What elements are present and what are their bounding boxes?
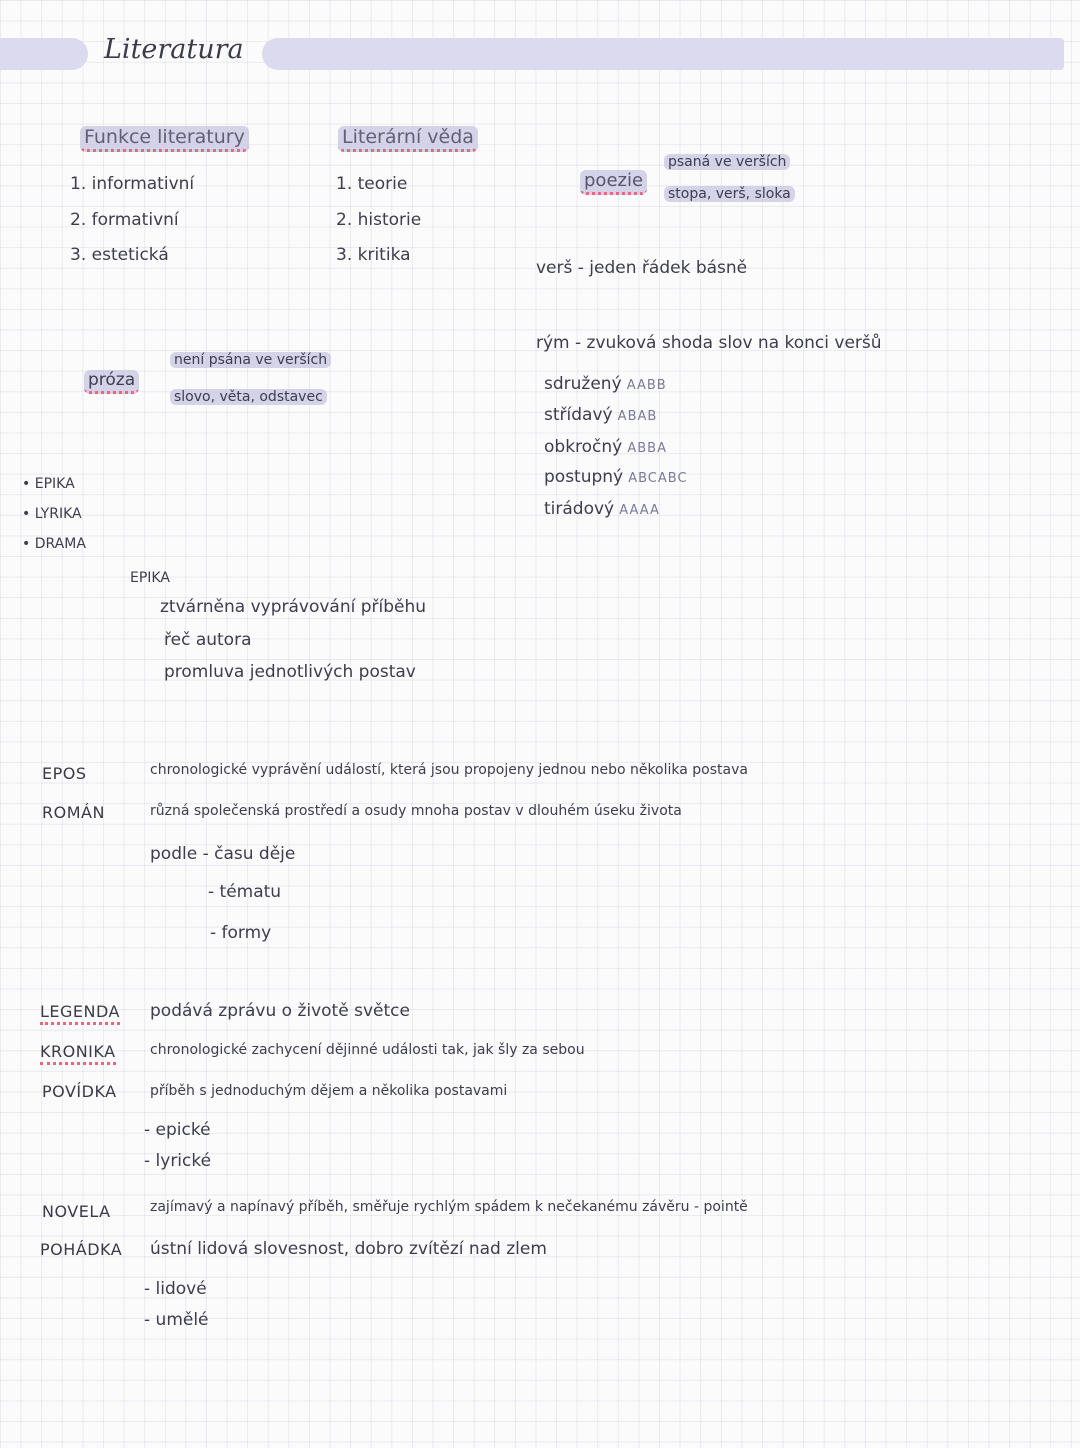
pohadka-text: ústní lidová slovesnost, dobro zvítězí nad zlem bbox=[150, 1239, 547, 1259]
funkce-item-3: 3. estetická bbox=[70, 245, 169, 265]
funkce-item-1: 1. informativní bbox=[70, 174, 195, 194]
poezie-label: poezie bbox=[580, 170, 647, 191]
povidka-sub-2: - lyrické bbox=[144, 1151, 212, 1171]
term-povidka: POVÍDKA bbox=[42, 1082, 117, 1101]
term-kronika: KRONIKA bbox=[40, 1042, 116, 1061]
epika-line-1: ztvárněna vyprávování příběhu bbox=[160, 597, 427, 617]
proza-line-2: slovo, věta, odstavec bbox=[170, 389, 327, 405]
rym-type: sdružený AABB bbox=[544, 374, 667, 394]
term-pohadka: POHÁDKA bbox=[40, 1240, 123, 1259]
poezie-line-2: stopa, verš, sloka bbox=[664, 186, 795, 202]
rym-type: obkročný ABBA bbox=[544, 437, 667, 457]
veda-item-1: 1. teorie bbox=[336, 174, 408, 194]
roman-podle: podle - času děje bbox=[150, 844, 296, 864]
pohadka-sub-1: - lidové bbox=[144, 1279, 207, 1299]
druh-item-drama: • DRAMA bbox=[22, 536, 86, 552]
rym-type: postupný ABCABC bbox=[544, 467, 688, 487]
druh-item-lyrika: • LYRIKA bbox=[22, 506, 82, 522]
rym-type: tirádový AAAA bbox=[544, 499, 660, 519]
roman-text: různá společenská prostředí a osudy mnoha postav v dlouhém úseku života bbox=[150, 803, 682, 819]
term-novela: NOVELA bbox=[42, 1202, 111, 1221]
funkce-heading: Funkce literatury bbox=[80, 126, 249, 148]
veda-item-2: 2. historie bbox=[336, 210, 422, 230]
epika-line-2: řeč autora bbox=[164, 630, 252, 650]
epika-heading: EPIKA bbox=[130, 570, 170, 586]
povidka-sub-1: - epické bbox=[144, 1120, 211, 1140]
novela-text: zajímavý a napínavý příběh, směřuje rychlým spádem k nečekanému závěru - pointě bbox=[150, 1199, 748, 1215]
term-legenda: LEGENDA bbox=[40, 1002, 120, 1021]
epika-line-3: promluva jednotlivých postav bbox=[164, 662, 416, 682]
veda-item-3: 3. kritika bbox=[336, 245, 411, 265]
povidka-text: příběh s jednoduchým dějem a několika postavami bbox=[150, 1083, 508, 1099]
epos-text: chronologické vyprávění událostí, která jsou propojeny jednou nebo několika postava bbox=[150, 762, 748, 778]
kronika-text: chronologické zachycení dějinné události tak, jak šly za sebou bbox=[150, 1042, 585, 1058]
roman-sub-1: - tématu bbox=[208, 882, 282, 902]
druh-item-epika: • EPIKA bbox=[22, 476, 75, 492]
rym-definition: rým - zvuková shoda slov na konci veršů bbox=[536, 333, 882, 353]
pohadka-sub-2: - umělé bbox=[144, 1310, 209, 1330]
title-band-right bbox=[262, 38, 1064, 70]
proza-line-1: není psána ve verších bbox=[170, 352, 331, 368]
term-epos: EPOS bbox=[42, 764, 87, 783]
term-roman: ROMÁN bbox=[42, 803, 105, 822]
rym-type: střídavý ABAB bbox=[544, 405, 658, 425]
veda-heading: Literární věda bbox=[338, 126, 478, 148]
poezie-line-1: psaná ve verších bbox=[664, 154, 790, 170]
vers-definition: verš - jeden řádek básně bbox=[536, 258, 748, 278]
funkce-item-2: 2. formativní bbox=[70, 210, 179, 230]
legenda-text: podává zprávu o životě světce bbox=[150, 1001, 410, 1021]
roman-sub-2: - formy bbox=[210, 923, 272, 943]
proza-label: próza bbox=[84, 370, 139, 390]
title-band-left bbox=[0, 38, 88, 70]
page-title: Literatura bbox=[104, 34, 244, 65]
